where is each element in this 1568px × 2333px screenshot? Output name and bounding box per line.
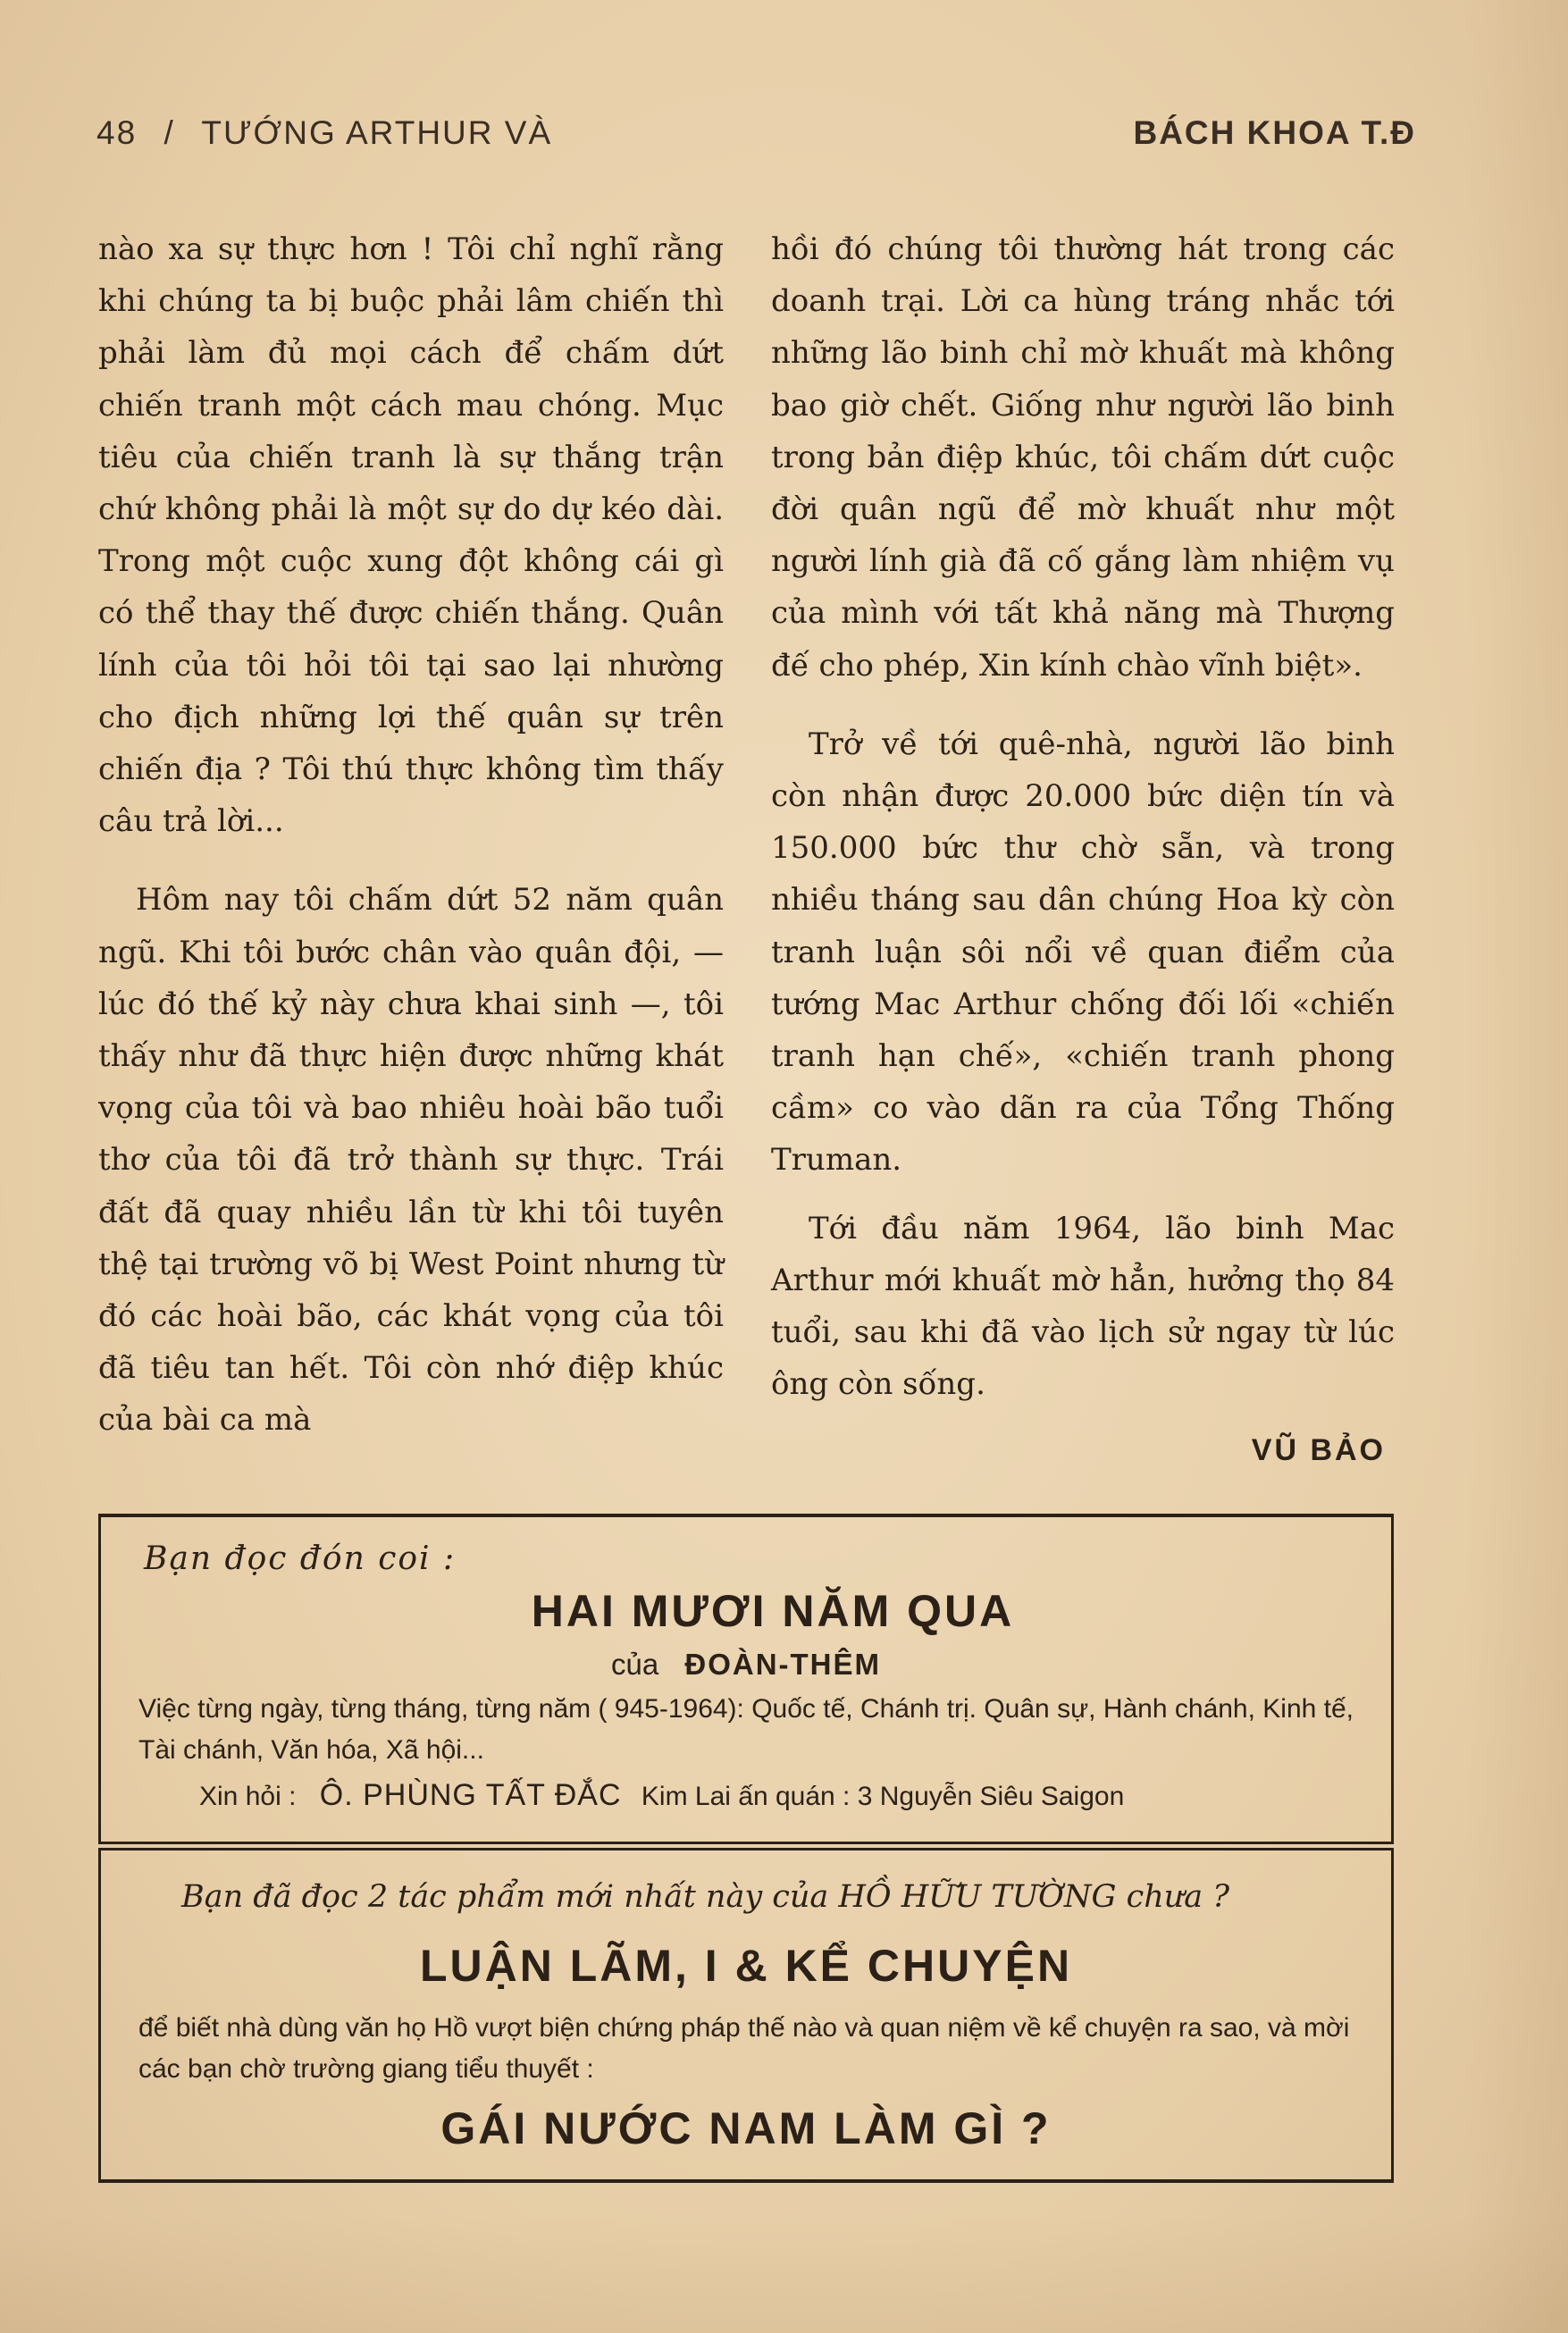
- ad-contact-line: [199, 1778, 1355, 1813]
- advertisement-box: [98, 1848, 1394, 2183]
- running-title: TƯỚNG ARTHUR VÀ: [201, 114, 553, 151]
- paper-stain: [0, 2216, 1568, 2333]
- ad-intro: Bạn đọc đón coi :: [144, 1540, 457, 1577]
- paragraph: hồi đó chúng tôi thường hát trong các doanh trại. Lời ca hùng tráng nhắc tới những lão binh chỉ mờ khuất mà không bao giờ chết. Giống như người lão binh trong bản điệp khúc, tôi chấm dứt cuộc đời quân ngũ để mờ khuất như một người lính già đã cố gắng làm nhiệm vụ của mình với tất khả năng mà Thượng đế cho phép, Xin kính chào vĩnh biệt».: [771, 231, 1395, 684]
- paper-stain: [1465, 0, 1568, 2333]
- ad-contact-name: Ô. PHÙNG TẤT ĐẮC: [319, 1778, 622, 1812]
- ad-book-title-2: GÁI NƯỚC NAM LÀM GÌ ?: [440, 2103, 1052, 2153]
- right-column: [771, 223, 1395, 1477]
- ad-contact-label: Xin hỏi :: [199, 1782, 297, 1811]
- page-header: [96, 114, 1416, 159]
- author-byline: VŨ BẢO: [1251, 1433, 1386, 1468]
- paragraph: nào xa sự thực hơn ! Tôi chỉ nghĩ rằng khi chúng ta bị buộc phải lâm chiến thì phải làm đủ mọi cách để chấm dứt chiến tranh một cách mau chóng. Mục tiêu của chiến tranh là sự thắng trận chứ không phải là một sự do dự kéo dài. Trong một cuộc xung đột không cái gì có thể thay thế được chiến thắng. Quân lính của tôi hỏi tôi tại sao lại nhường cho địch những lợi thế quân sự trên chiến địa ? Tôi thú thực không tìm thấy câu trả lời...: [98, 231, 724, 840]
- header-left: [96, 114, 552, 152]
- ad-description: Việc từng ngày, từng tháng, từng năm ( 945-1964): Quốc tế, Chánh trị. Quân sự, Hành chánh, Kinh tế, Tài chánh, Văn hóa, Xã hội...: [138, 1694, 1354, 1765]
- publication-name: BÁCH KHOA T.Đ: [1133, 114, 1416, 151]
- ad-author-prefix: của: [610, 1648, 659, 1681]
- paragraph: Tới đầu năm 1964, lão binh Mac Arthur mới khuất mờ hẳn, hưởng thọ 84 tuổi, sau khi đã vào lịch sử ngay từ lúc ông còn sống.: [771, 1210, 1395, 1403]
- left-column: [98, 223, 724, 1447]
- ad-intro: Bạn đã đọc 2 tác phẩm mới nhất này của HỒ HỮU TƯỜNG chưa ?: [181, 1879, 1230, 1915]
- ad-author-line: [101, 1648, 1391, 1682]
- ad-author-name: ĐOÀN-THÊM: [684, 1648, 882, 1681]
- advertisement-box: [98, 1514, 1394, 1844]
- paragraph: Trở về tới quê-nhà, người lão binh còn nhận được 20.000 bức diện tín và 150.000 bức thư chờ sẵn, và trong nhiều tháng sau dân chúng Hoa kỳ còn tranh luận sôi nổi về quan điểm của tướng Mac Arthur chống đối lối «chiến tranh hạn chế», «chiến tranh phong cầm» co vào dãn ra của Tổng Thống Truman.: [771, 726, 1395, 1179]
- ad-description: để biết nhà dùng văn họ Hồ vượt biện chứng pháp thế nào và quan niệm về kể chuyện ra sao, và mời các bạn chờ trường giang tiểu thuyết :: [138, 2013, 1350, 2084]
- header-separator: /: [164, 114, 175, 151]
- ad-book-title: LUẬN LÃM, I & KỂ CHUYỆN: [419, 1941, 1073, 1991]
- ad-contact-address: Kim Lai ấn quán : 3 Nguyễn Siêu Saigon: [641, 1782, 1125, 1811]
- ad-book-title: HAI MƯƠI NĂM QUA: [531, 1586, 1015, 1636]
- page-number: 48: [96, 114, 138, 151]
- paragraph: Hôm nay tôi chấm dứt 52 năm quân ngũ. Khi tôi bước chân vào quân đội, — lúc đó thế kỷ này chưa khai sinh —, tôi thấy như đã thực hiện được những khát vọng của tôi và bao nhiêu hoài bão tuổi thơ của tôi đã trở thành sự thực. Trái đất đã quay nhiều lần từ khi tôi tuyên thệ tại trường võ bị West Point nhưng từ đó các hoài bão, các khát vọng của tôi đã tiêu tan hết. Tôi còn nhớ điệp khúc của bài ca mà: [98, 882, 724, 1439]
